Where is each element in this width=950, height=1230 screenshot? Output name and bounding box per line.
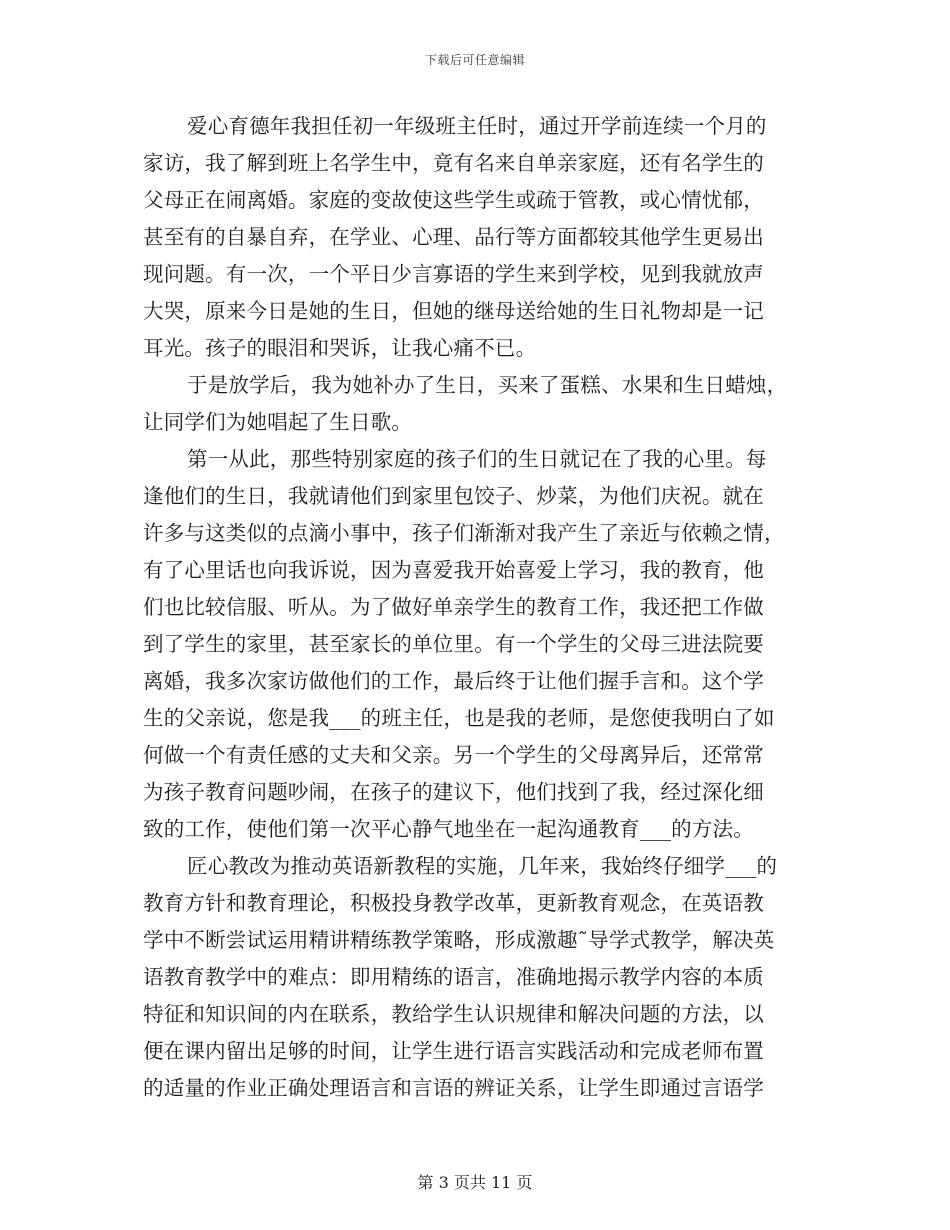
paragraph-line: 有了心里话也向我诉说，因为喜爱我开始喜爱上学习，我的教育，他 (143, 558, 764, 582)
paragraph-line: 致的工作，使他们第一次平心静气地坐在一起沟通教育___的方法。 (143, 817, 754, 841)
paragraph-line: 何做一个有责任感的丈夫和父亲。另一个学生的父母离异后，还常常 (143, 743, 764, 767)
paragraph-line: 爱心育德年我担任初一年级班主任时，通过开学前连续一个月的 (187, 114, 767, 138)
paragraph-line: 学中不断尝试运用精讲精练教学策略，形成激趣˜导学式教学，解决英 (143, 928, 775, 952)
paragraph-line: 便在课内留出足够的时间，让学生进行语言实践活动和完成老师布置 (143, 1039, 764, 1063)
paragraph-line: 第一从此，那些特别家庭的孩子们的生日就记在了我的心里。每 (187, 447, 767, 471)
page-footer: 第 3 页共 11 页 (417, 1173, 533, 1192)
paragraph-line: 们也比较信服、听从。为了做好单亲学生的教育工作，我还把工作做 (143, 595, 764, 619)
paragraph-line: 匠心教改为推动英语新教程的实施，几年来，我始终仔细学___的 (187, 854, 778, 878)
paragraph-line: 教育方针和教育理论，积极投身教学改革，更新教育观念，在英语教 (143, 891, 764, 915)
paragraph-line: 现问题。有一次，一个平日少言寡语的学生来到学校，见到我就放声 (143, 262, 764, 286)
paragraph-line: 于是放学后，我为她补办了生日，买来了蛋糕、水果和生日蜡烛， (187, 373, 788, 397)
paragraph-line: 家访，我了解到班上名学生中，竟有名来自单亲家庭，还有名学生的 (143, 151, 764, 175)
paragraph-line: 让同学们为她唱起了生日歌。 (143, 410, 413, 434)
paragraph-line: 特征和知识间的内在联系，教给学生认识规律和解决问题的方法，以 (143, 1002, 764, 1026)
document-body (143, 108, 798, 1107)
paragraph-line: 许多与这类似的点滴小事中，孩子们渐渐对我产生了亲近与依赖之情， (143, 521, 785, 545)
paragraph-line: 生的父亲说，您是我___的班主任，也是我的老师，是您使我明白了如 (143, 706, 775, 730)
paragraph-line: 的适量的作业正确处理语言和言语的辨证关系，让学生即通过言语学 (143, 1076, 764, 1100)
paragraph-line: 逢他们的生日，我就请他们到家里包饺子、炒菜，为他们庆祝。就在 (143, 484, 764, 508)
paragraph-line: 父母正在闹离婚。家庭的变故使这些学生或疏于管教，或心情忧郁， (143, 188, 764, 212)
paragraph-line: 耳光。孩子的眼泪和哭诉，让我心痛不已。 (143, 336, 537, 360)
paragraph-line: 大哭，原来今日是她的生日，但她的继母送给她的生日礼物却是一记 (143, 299, 764, 323)
paragraph-line: 离婚，我多次家访做他们的工作，最后终于让他们握手言和。这个学 (143, 669, 764, 693)
paragraph-line: 甚至有的自暴自弃，在学业、心理、品行等方面都较其他学生更易出 (143, 225, 764, 249)
paragraph-line: 语教育教学中的难点：即用精练的语言，准确地揭示教学内容的本质 (143, 965, 764, 989)
paragraph-line: 到了学生的家里，甚至家长的单位里。有一个学生的父母三进法院要 (143, 632, 764, 656)
page-header: 下载后可任意编辑 (424, 53, 525, 67)
paragraph-line: 为孩子教育问题吵闹，在孩子的建议下，他们找到了我，经过深化细 (143, 780, 764, 804)
